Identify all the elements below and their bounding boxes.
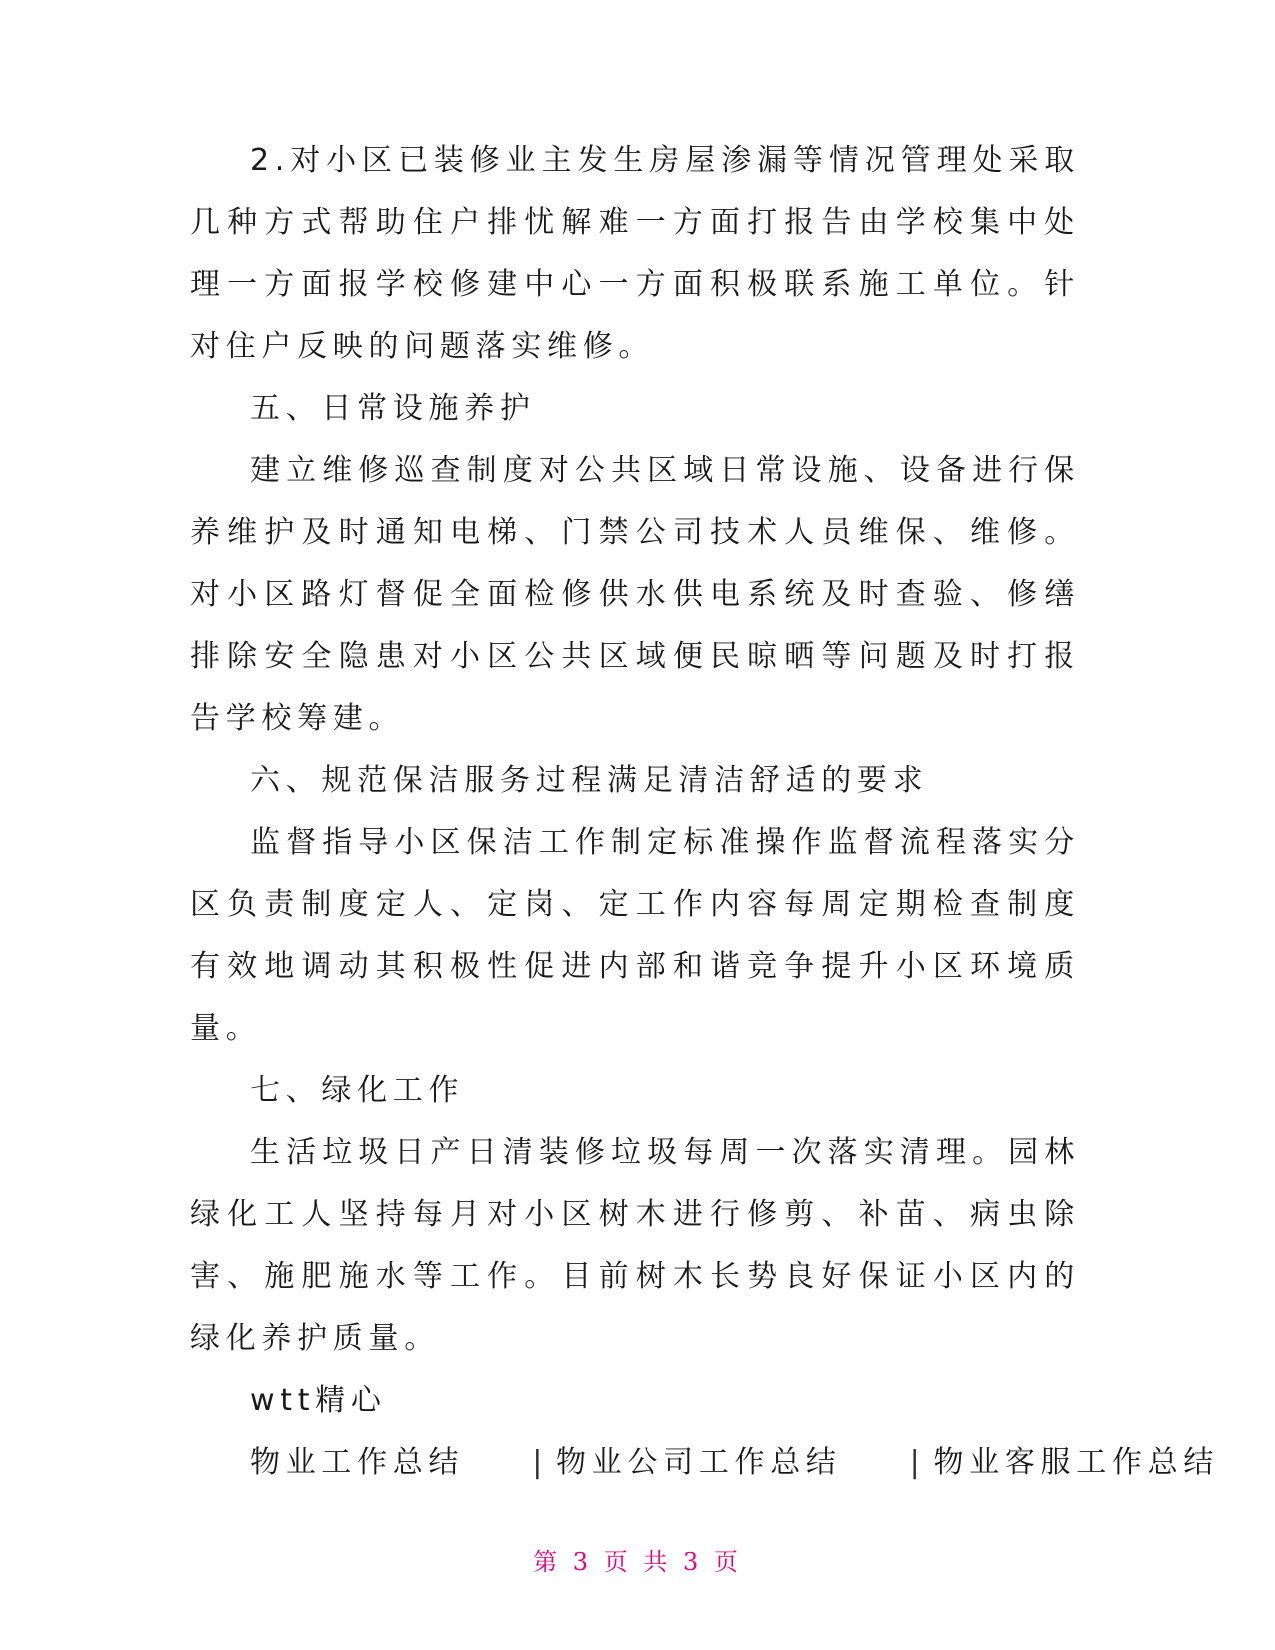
paragraph-cleaning: 监督指导小区保洁工作制定标准操作监督流程落实分区负责制度定人、定岗、定工作内容每周定期检查制度有效地调动其积极性促进内部和谐竞争提升小区环境质量。	[190, 825, 1080, 1046]
section-heading-cleaning: 六、规范保洁服务过程满足清洁舒适的要求	[250, 763, 929, 798]
signature-line: wtt精心	[250, 1383, 387, 1418]
document-body	[190, 130, 1220, 1494]
link-separator: |	[532, 1445, 549, 1480]
section-heading-greening: 七、绿化工作	[250, 1073, 465, 1108]
related-links	[190, 1432, 1220, 1494]
paragraph-repair-leak: 2.对小区已装修业主发生房屋渗漏等情况管理处采取几种方式帮助住户排忧解难一方面打报告由学校集中处理一方面报学校修建中心一方面积极联系施工单位。针对住户反映的问题落实维修。	[190, 143, 1080, 364]
related-link-company-summary[interactable]: 物业公司工作总结	[556, 1445, 842, 1480]
section-heading-facility-maintenance: 五、日常设施养护	[250, 391, 536, 426]
link-separator: |	[909, 1445, 926, 1480]
related-link-service-summary[interactable]: 物业客服工作总结	[933, 1445, 1220, 1480]
paragraph-facility-maintenance: 建立维修巡查制度对公共区域日常设施、设备进行保养维护及时通知电梯、门禁公司技术人员维保、维修。对小区路灯督促全面检修供水供电系统及时查验、修缮排除安全隐患对小区公共区域便民晾晒等问题及时打报告学校筹建。	[190, 453, 1080, 736]
related-link-property-summary[interactable]: 物业工作总结	[250, 1445, 465, 1480]
paragraph-greening: 生活垃圾日产日清装修垃圾每周一次落实清理。园林绿化工人坚持每月对小区树木进行修剪、补苗、病虫除害、施肥施水等工作。目前树木长势良好保证小区内的绿化养护质量。	[190, 1135, 1080, 1356]
page-number-footer: 第 3 页 共 3 页	[533, 1548, 742, 1576]
